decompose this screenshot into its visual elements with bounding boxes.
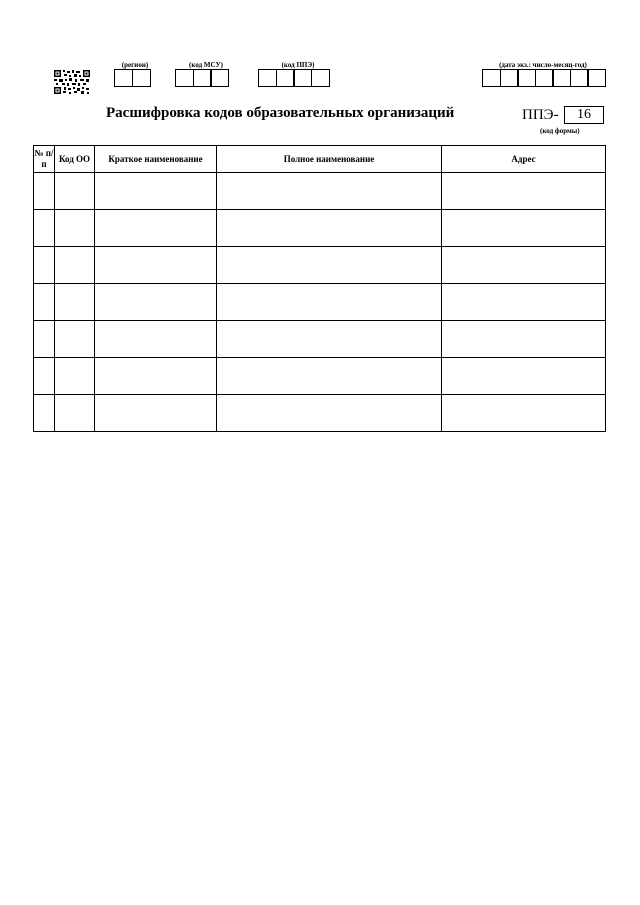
- table-header-row: [34, 146, 606, 173]
- msu-code-boxes[interactable]: [175, 69, 229, 87]
- cell-number[interactable]: [34, 395, 55, 432]
- table-row: [34, 358, 606, 395]
- cell-oo-code[interactable]: [55, 247, 95, 284]
- cell-number[interactable]: [34, 284, 55, 321]
- msu-code-cell[interactable]: [175, 69, 194, 87]
- cell-full-name[interactable]: [217, 210, 442, 247]
- ppe-code-boxes[interactable]: [258, 69, 330, 87]
- cell-oo-code[interactable]: [55, 395, 95, 432]
- page-title: Расшифровка кодов образовательных организаций: [106, 105, 455, 121]
- qr-code-icon: [54, 70, 90, 94]
- date-cell[interactable]: [500, 69, 519, 87]
- date-cell[interactable]: [570, 69, 589, 87]
- ppe-code-cell[interactable]: [293, 69, 312, 87]
- cell-number[interactable]: [34, 321, 55, 358]
- date-cell[interactable]: [482, 69, 501, 87]
- date-cell[interactable]: [517, 69, 536, 87]
- region-code-cell[interactable]: [132, 69, 151, 87]
- cell-number[interactable]: [34, 173, 55, 210]
- cell-address[interactable]: [442, 173, 606, 210]
- cell-short-name[interactable]: [95, 247, 217, 284]
- cell-oo-code[interactable]: [55, 358, 95, 395]
- form-number-box: 16: [564, 106, 604, 124]
- ppe-code-cell[interactable]: [258, 69, 277, 87]
- ppe-caption: (код ППЭ): [281, 61, 315, 69]
- cell-address[interactable]: [442, 210, 606, 247]
- ppe-code-cell[interactable]: [311, 69, 330, 87]
- region-code-cell[interactable]: [114, 69, 133, 87]
- date-cell[interactable]: [587, 69, 606, 87]
- cell-number[interactable]: [34, 210, 55, 247]
- cell-number[interactable]: [34, 247, 55, 284]
- column-header-oo-code: Код ОО: [55, 146, 95, 173]
- cell-address[interactable]: [442, 321, 606, 358]
- cell-short-name[interactable]: [95, 284, 217, 321]
- cell-address[interactable]: [442, 284, 606, 321]
- cell-full-name[interactable]: [217, 321, 442, 358]
- cell-short-name[interactable]: [95, 358, 217, 395]
- table-row: [34, 284, 606, 321]
- date-cell[interactable]: [552, 69, 571, 87]
- table-row: [34, 173, 606, 210]
- msu-code-cell[interactable]: [210, 69, 229, 87]
- table-row: [34, 321, 606, 358]
- cell-full-name[interactable]: [217, 395, 442, 432]
- date-caption: (дата экз.: число-месяц-год): [499, 61, 587, 69]
- ppe-code-cell[interactable]: [276, 69, 295, 87]
- table-row: [34, 247, 606, 284]
- cell-full-name[interactable]: [217, 358, 442, 395]
- table-row: [34, 395, 606, 432]
- cell-full-name[interactable]: [217, 247, 442, 284]
- column-header-full-name: Полное наименование: [217, 146, 442, 173]
- cell-short-name[interactable]: [95, 173, 217, 210]
- cell-number[interactable]: [34, 358, 55, 395]
- cell-oo-code[interactable]: [55, 210, 95, 247]
- cell-oo-code[interactable]: [55, 284, 95, 321]
- msu-code-cell[interactable]: [193, 69, 212, 87]
- cell-address[interactable]: [442, 395, 606, 432]
- organizations-table: [33, 145, 606, 432]
- column-header-address: Адрес: [442, 146, 606, 173]
- table-row: [34, 210, 606, 247]
- cell-short-name[interactable]: [95, 210, 217, 247]
- form-prefix: ППЭ-: [522, 107, 559, 123]
- cell-oo-code[interactable]: [55, 173, 95, 210]
- cell-oo-code[interactable]: [55, 321, 95, 358]
- cell-short-name[interactable]: [95, 321, 217, 358]
- cell-short-name[interactable]: [95, 395, 217, 432]
- date-boxes[interactable]: [482, 69, 606, 87]
- cell-full-name[interactable]: [217, 284, 442, 321]
- cell-address[interactable]: [442, 247, 606, 284]
- cell-full-name[interactable]: [217, 173, 442, 210]
- region-code-boxes[interactable]: [114, 69, 151, 87]
- msu-caption: (код МСУ): [189, 61, 223, 69]
- column-header-short-name: Краткое наименование: [95, 146, 217, 173]
- column-header-number: № п/п: [34, 146, 55, 173]
- region-caption: (регион): [121, 61, 149, 69]
- form-caption: (код формы): [540, 127, 580, 135]
- date-cell[interactable]: [535, 69, 554, 87]
- cell-address[interactable]: [442, 358, 606, 395]
